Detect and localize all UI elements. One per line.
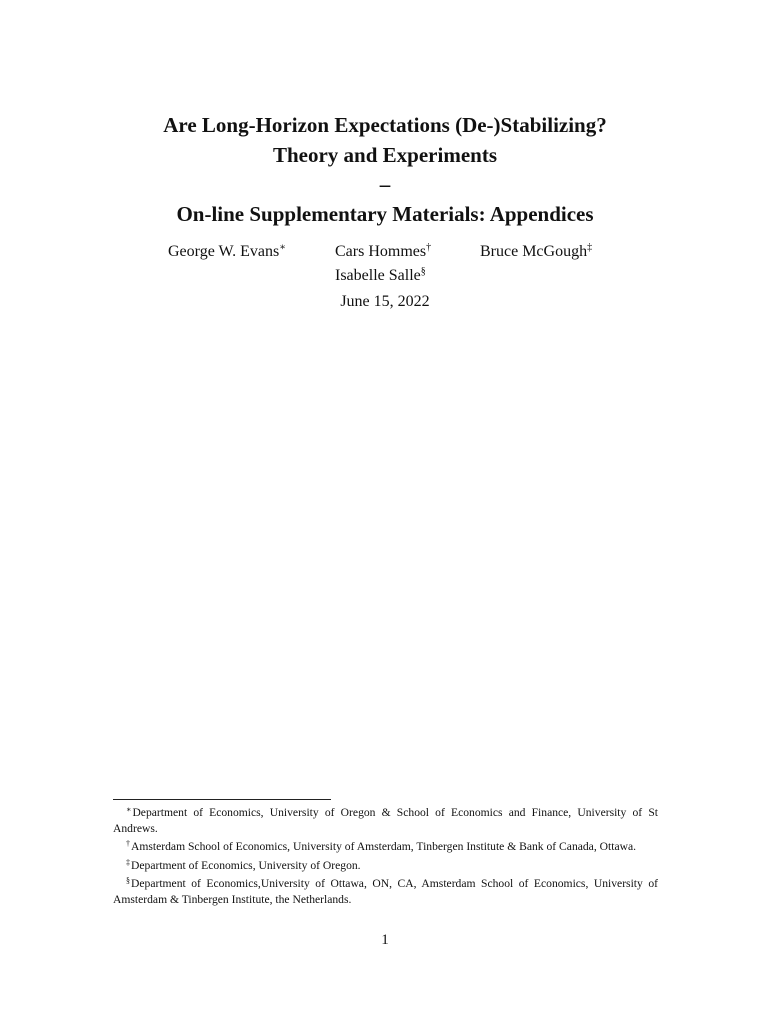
footnote-text: Amsterdam School of Economics, University of Amsterdam, Tinbergen Institute & Bank of Canada, Ottawa. bbox=[131, 840, 637, 854]
author-name: Bruce McGough bbox=[480, 243, 588, 260]
title-line-1: Are Long-Horizon Expectations (De-)Stabilizing? bbox=[163, 113, 607, 137]
author-salle bbox=[335, 261, 426, 287]
footnote-mark: § bbox=[126, 876, 130, 886]
title-line-4: On-line Supplementary Materials: Appendices bbox=[176, 201, 594, 226]
author-name: George W. Evans bbox=[168, 243, 280, 260]
footnote-mark: ‡ bbox=[126, 857, 130, 867]
author-mark: ∗ bbox=[279, 242, 287, 253]
footnote bbox=[113, 855, 658, 874]
footnote-rule bbox=[113, 799, 331, 800]
title-line-3: – bbox=[379, 172, 391, 196]
title-line-2: Theory and Experiments bbox=[272, 142, 497, 167]
author-mark: ‡ bbox=[587, 242, 593, 253]
author-mark: † bbox=[426, 242, 432, 253]
footnote-text: Department of Economics,University of Ottawa, ON, CA, Amsterdam School of Economics, University of Amsterdam & Tinbergen Institute, the Netherlands. bbox=[113, 877, 658, 906]
author-mark: § bbox=[420, 266, 426, 277]
footnote-text: Department of Economics, University of Oregon. bbox=[131, 858, 361, 872]
footnote-text: Department of Economics, University of Oregon & School of Economics and Finance, University of St Andrews. bbox=[113, 806, 658, 835]
footnote bbox=[113, 802, 658, 836]
footnote bbox=[113, 836, 658, 855]
footnote-mark: † bbox=[126, 839, 130, 849]
author-hommes bbox=[335, 237, 431, 263]
footnote-mark: ∗ bbox=[126, 805, 132, 814]
footnote bbox=[113, 873, 658, 907]
author-mcgough bbox=[480, 237, 592, 263]
publication-date: June 15, 2022 bbox=[340, 293, 430, 310]
author-name: Isabelle Salle bbox=[335, 267, 421, 284]
page-number: 1 bbox=[381, 932, 389, 948]
author-evans bbox=[168, 237, 286, 263]
paper-title bbox=[0, 111, 770, 229]
author-name: Cars Hommes bbox=[335, 243, 427, 260]
footnotes bbox=[113, 802, 658, 908]
